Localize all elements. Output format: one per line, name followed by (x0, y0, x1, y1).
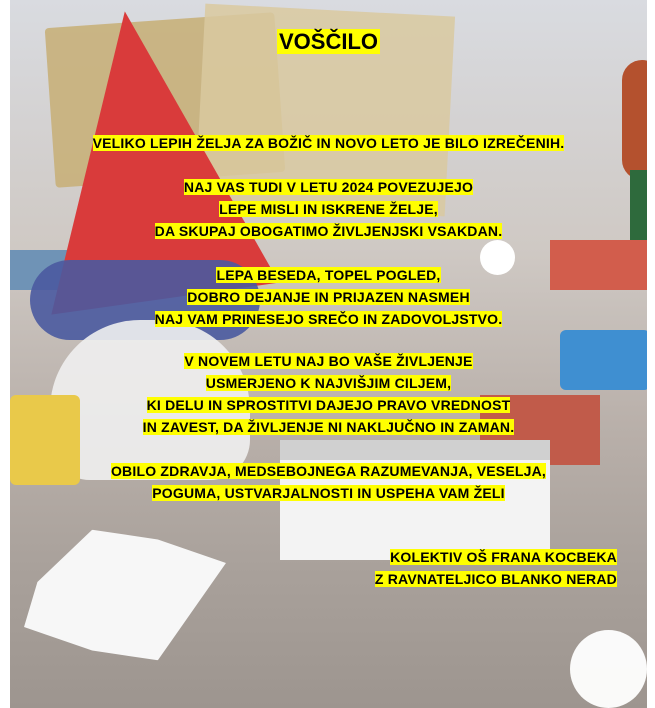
cotton-snow (570, 630, 647, 708)
text-line: LEPA BESEDA, TOPEL POGLED, (216, 267, 441, 283)
paragraph-4 (10, 351, 647, 439)
paper-snowflake (10, 508, 241, 682)
text-line: USMERJENO K NAJVIŠJIM CILJEM, (205, 375, 452, 391)
signature-line: KOLEKTIV OŠ FRANA KOCBEKA (390, 549, 617, 565)
paragraph-3 (10, 265, 647, 331)
text-line: NAJ VAM PRINESEJO SREČO IN ZADOVOLJSTVO. (154, 311, 503, 327)
text-line: LEPE MISLI IN ISKRENE ŽELJE, (219, 201, 438, 217)
greeting-card (10, 0, 647, 708)
text-line: VELIKO LEPIH ŽELJA ZA BOŽIČ IN NOVO LETO JE BILO IZREČENIH. (92, 135, 565, 151)
paragraph-2 (10, 177, 647, 243)
toy-figure (622, 60, 647, 180)
text-line: IN ZAVEST, DA ŽIVLJENJE NI NAKLJUČNO IN ZAMAN. (142, 419, 515, 435)
text-line: KI DELU IN SPROSTITVI DAJEJO PRAVO VREDNOST (146, 397, 511, 413)
paragraph-1 (10, 133, 647, 155)
text-line: POGUMA, USTVARJALNOSTI IN USPEHA VAM ŽELI (152, 485, 505, 501)
text-line: DOBRO DEJANJE IN PRIJAZEN NASMEH (187, 289, 470, 305)
signature-line: Z RAVNATELJICO BLANKO NERAD (374, 571, 617, 587)
page-title: VOŠČILO (278, 29, 378, 54)
text-line: OBILO ZDRAVJA, MEDSEBOJNEGA RAZUMEVANJA, VESELJA, (110, 463, 547, 479)
text-line: DA SKUPAJ OBOGATIMO ŽIVLJENJSKI VSAKDAN. (154, 223, 503, 239)
signature (10, 547, 617, 591)
text-line: V NOVEM LETU NAJ BO VAŠE ŽIVLJENJE (184, 353, 473, 369)
text-line: NAJ VAS TUDI V LETU 2024 POVEZUJEJO (183, 179, 474, 195)
paragraph-5 (10, 461, 647, 505)
